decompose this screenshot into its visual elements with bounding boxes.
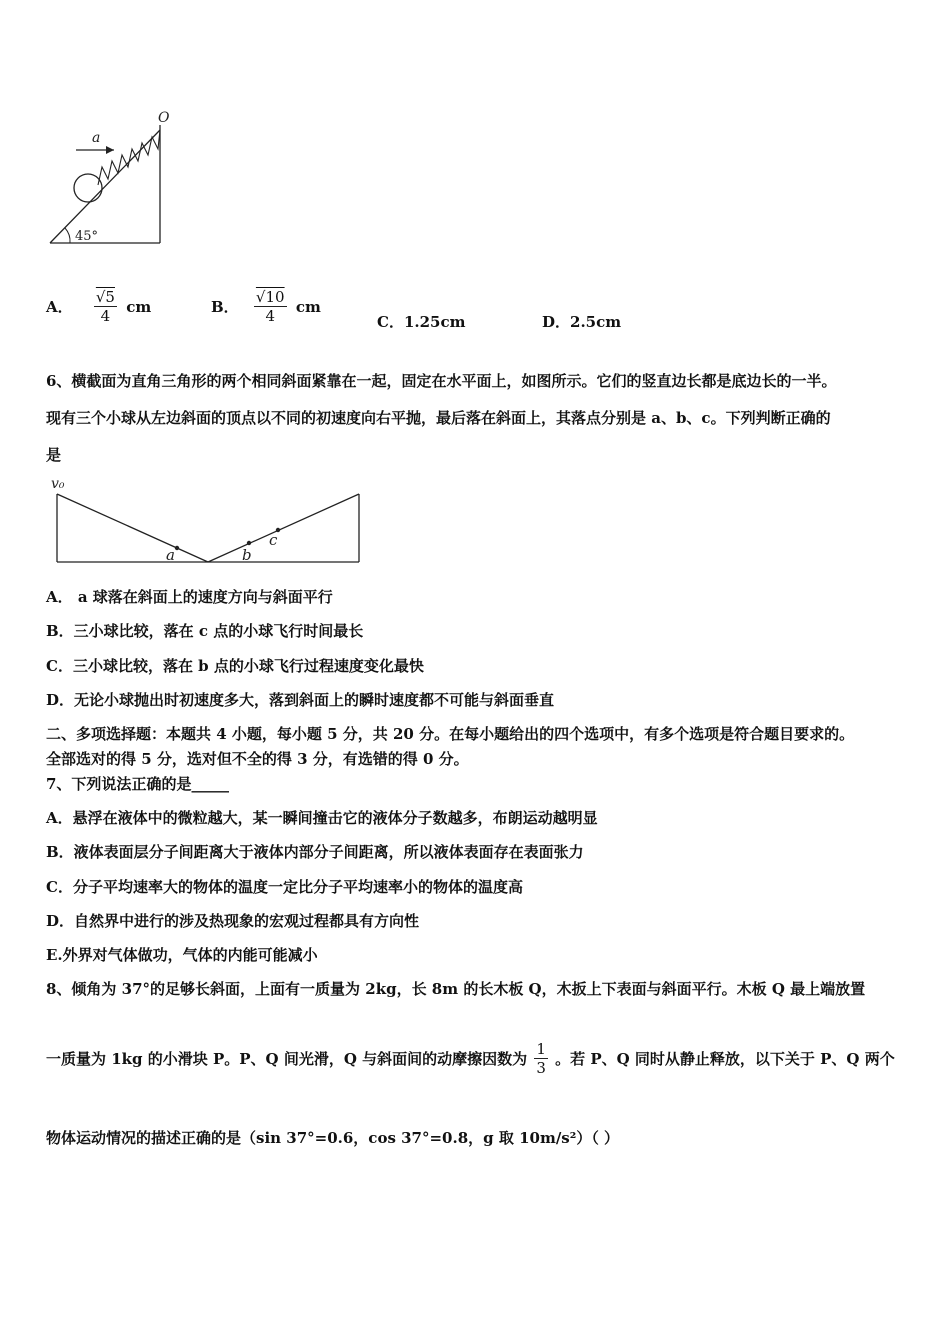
q8-stem-line1: 8、倾角为 37°的足够长斜面，上面有一质量为 2kg，长 8m 的长木板 Q，木扳上下表面与斜面平行。木板 Q 最上端放置 — [46, 980, 866, 998]
label-v0: v₀ — [51, 476, 65, 492]
q6-stem-line1: 6、横截面为直角三角形的两个相同斜面紧靠在一起，固定在水平面上，如图所示。它们的竖直边长都是底边长的一半。 — [46, 372, 837, 390]
label-o: O — [158, 110, 170, 126]
label-c-point: c — [269, 531, 278, 549]
section2-heading-line2: 全部选对的得 5 分，选对但不全的得 3 分，有选错的得 0 分。 — [46, 750, 469, 768]
q5-a-fraction — [94, 288, 117, 325]
q7-option-e: E.外界对气体做功，气体的内能可能减小 — [46, 946, 318, 964]
q8-frac-den: 3 — [536, 1059, 546, 1077]
incline-spring-figure — [40, 100, 180, 250]
q7-option-a: A．悬浮在液体中的微粒越大，某一瞬间撞击它的液体分子数越多，布朗运动越明显 — [46, 809, 598, 827]
q6-option-a: A． a 球落在斜面上的速度方向与斜面平行 — [46, 588, 333, 606]
label-a-point: a — [166, 546, 175, 564]
q5-option-d: D．2.5cm — [542, 313, 622, 331]
label-a: a — [92, 130, 101, 146]
angle-label: 45° — [75, 229, 99, 244]
q7-option-c: C．分子平均速率大的物体的温度一定比分子平均速率小的物体的温度高 — [46, 878, 523, 896]
q8-frac-num: 1 — [536, 1040, 546, 1058]
q6-option-c: C．三小球比较，落在 b 点的小球飞行过程速度变化最快 — [46, 657, 424, 675]
q6-stem-line3: 是 — [46, 446, 62, 464]
q7-option-b: B．液体表面层分子间距离大于液体内部分子间距离，所以液体表面存在表面张力 — [46, 843, 584, 861]
q7-option-d: D．自然界中进行的涉及热现象的宏观过程都具有方向性 — [46, 912, 420, 930]
q5-b-unit: cm — [295, 297, 321, 316]
q8-line2-post: 。若 P、Q 同时从静止释放，以下关于 P、Q 两个 — [555, 1050, 895, 1068]
double-incline-figure — [48, 474, 368, 569]
q5-b-num: √10 — [255, 288, 285, 306]
q8-fraction — [534, 1040, 548, 1077]
q5-option-c: C．1.25cm — [377, 313, 466, 331]
q5-b-fraction — [254, 288, 287, 325]
q7-stem: 7、下列说法正确的是_____ — [46, 775, 229, 793]
q5-a-letter: A． — [46, 298, 73, 316]
q6-option-d: D．无论小球抛出时初速度多大，落到斜面上的瞬时速度都不可能与斜面垂直 — [46, 691, 555, 709]
q5-option-b — [211, 288, 321, 325]
q6-stem-line2: 现有三个小球从左边斜面的顶点以不同的初速度向右平抛，最后落在斜面上，其落点分别是 a、b、c。下列判断正确的 — [46, 409, 831, 427]
q5-a-num: √5 — [95, 288, 115, 306]
label-b-point: b — [242, 546, 252, 564]
q5-a-den: 4 — [100, 307, 111, 325]
q8-stem-line3: 物体运动情况的描述正确的是（sin 37°=0.6，cos 37°=0.8，g 取 10m/s²）（ ） — [46, 1129, 620, 1147]
q6-option-b: B．三小球比较，落在 c 点的小球飞行时间最长 — [46, 622, 364, 640]
q8-stem-line2 — [46, 1040, 895, 1077]
q5-option-a — [46, 288, 151, 325]
q5-b-den: 4 — [265, 307, 276, 325]
q8-line2-pre: 一质量为 1kg 的小滑块 P。P、Q 间光滑，Q 与斜面间的动摩擦因数为 — [46, 1050, 528, 1068]
q5-a-unit: cm — [126, 297, 152, 316]
section2-heading-line1: 二、多项选择题：本题共 4 小题，每小题 5 分，共 20 分。在每小题给出的四个选项中，有多个选项是符合题目要求的。 — [46, 725, 855, 743]
q5-b-letter: B． — [211, 298, 239, 316]
